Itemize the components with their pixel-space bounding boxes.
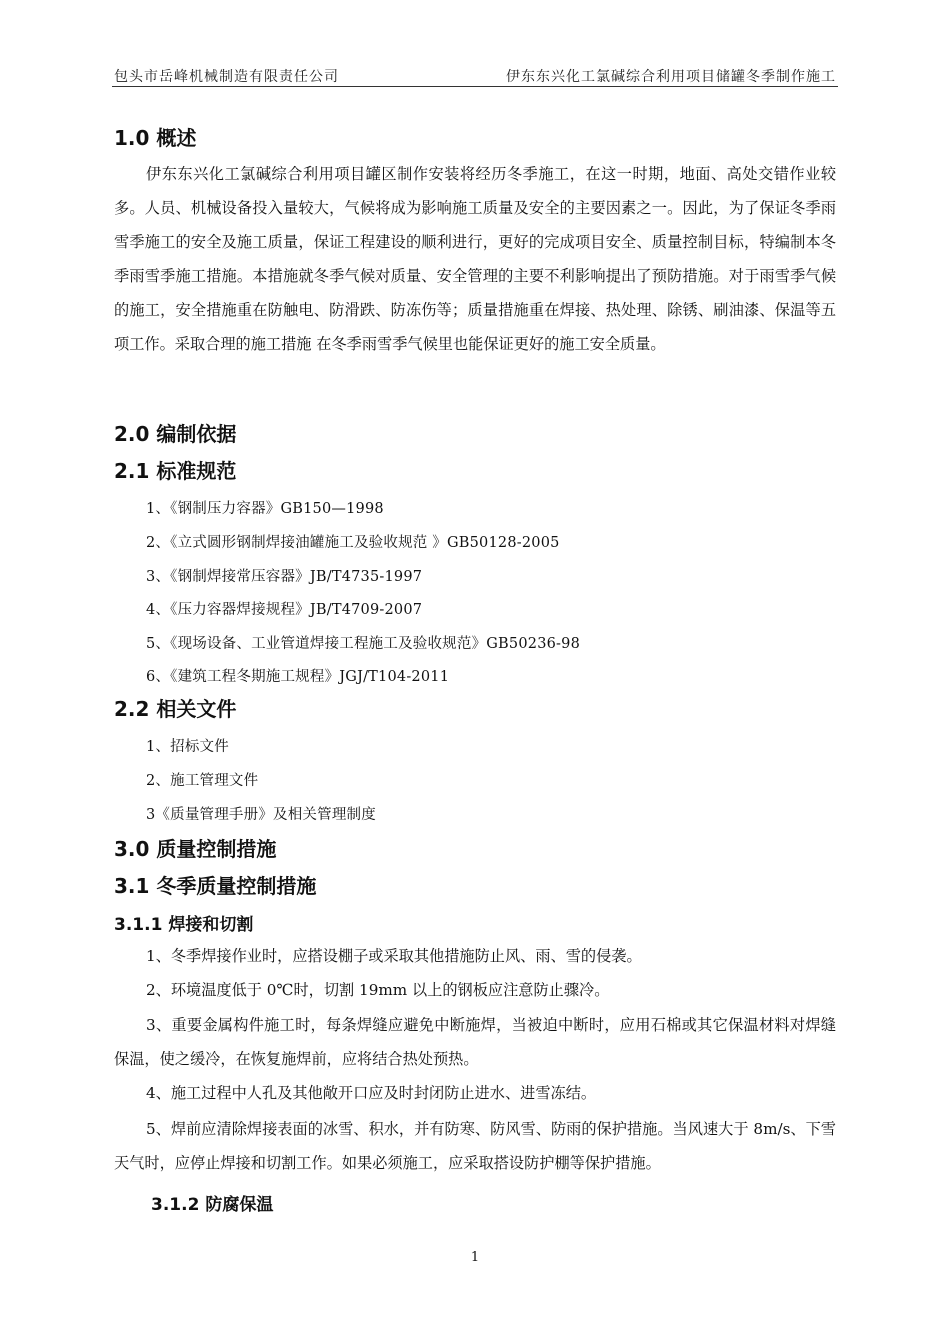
standard-item: 5、《现场设备、工业管道焊接工程施工及验收规范》GB50236-98 (146, 636, 580, 652)
welding-item: 1、冬季焊接作业时，应搭设棚子或采取其他措施防止风、雨、雪的侵袭。 (146, 947, 642, 965)
header-divider (112, 86, 838, 87)
welding-item: 2、环境温度低于 0℃时，切割 19mm 以上的钢板应注意防止骤冷。 (146, 981, 610, 999)
welding-item: 4、施工过程中人孔及其他敞开口应及时封闭防止进水、进雪冻结。 (146, 1084, 597, 1102)
overview-paragraph: 伊东东兴化工氯碱综合利用项目罐区制作安装将经历冬季施工，在这一时期，地面、高处交错作业较多。人员、机械设备投入量较大，气候将成为影响施工质量及安全的主要因素之一。因此，为了保证冬季雨雪季施工的安全及施工质量，保证工程建设的顺利进行，更好的完成项目安全、质量控制目标，特编制本冬季雨雪季施工措施。本措施就冬季气候对质量、安全管理的主要不利影响提出了预防措施。对于雨雪季气候的施工，安全措施重在防触电、防滑跌、防冻伤等；质量措施重在焊接、热处理、除锈、刷油漆、保温等五项工作。采取合理的施工措施 在冬季雨雪季气候里也能保证更好的施工安全质量。 (114, 165, 836, 353)
doc-item: 1、招标文件 (146, 739, 229, 755)
section-docs-title: 2.2 相关文件 (114, 697, 237, 721)
section-winter-quality-title: 3.1 冬季质量控制措施 (114, 874, 317, 898)
section-anticorrosion-title: 3.1.2 防腐保温 (151, 1195, 274, 1215)
section-welding-title: 3.1.1 焊接和切割 (114, 915, 254, 935)
section-overview-title: 1.0 概述 (114, 126, 197, 150)
page-number: 1 (470, 1250, 480, 1265)
welding-item: 5、焊前应清除焊接表面的冰雪、积水，并有防寒、防风雪、防雨的保护措施。当风速大于 8m/s、下雪天气时，应停止焊接和切割工作。如果必须施工，应采取搭设防护棚等保护措施。 (114, 1120, 836, 1172)
section-standards-title: 2.1 标准规范 (114, 459, 237, 483)
header-company: 包头市岳峰机械制造有限责任公司 (114, 69, 339, 85)
standard-item: 1、《钢制压力容器》GB150—1998 (146, 501, 384, 517)
doc-item: 2、施工管理文件 (146, 773, 259, 789)
doc-item: 3《质量管理手册》及相关管理制度 (146, 807, 376, 823)
section-quality-title: 3.0 质量控制措施 (114, 837, 277, 861)
standard-item: 4、《压力容器焊接规程》JB/T4709-2007 (146, 602, 423, 618)
section-basis-title: 2.0 编制依据 (114, 422, 237, 446)
welding-item: 3、重要金属构件施工时，每条焊缝应避免中断施焊，当被迫中断时，应用石棉或其它保温材料对焊缝保温，使之缓冷，在恢复施焊前，应将结合热处预热。 (114, 1016, 836, 1068)
header-project: 伊东东兴化工氯碱综合利用项目储罐冬季制作施工 (506, 69, 836, 85)
standard-item: 6、《建筑工程冬期施工规程》JGJ/T104-2011 (146, 669, 450, 685)
standard-item: 3、《钢制焊接常压容器》JB/T4735-1997 (146, 569, 423, 585)
standard-item: 2、《立式圆形钢制焊接油罐施工及验收规范 》GB50128-2005 (146, 535, 560, 551)
